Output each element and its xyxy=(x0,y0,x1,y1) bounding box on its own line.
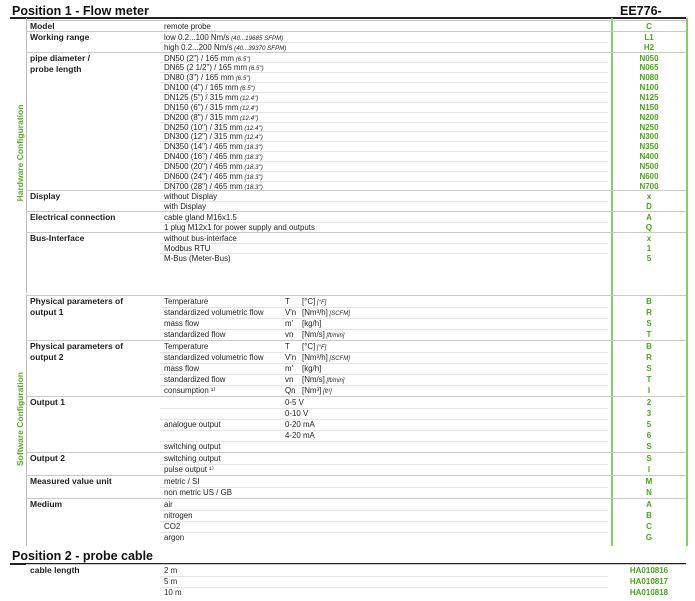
software-section-strip xyxy=(8,294,27,546)
line-separator xyxy=(160,521,608,522)
option-label: DN150 (6") / 315 mm (12.4") xyxy=(164,102,259,112)
option-note: (6.5") xyxy=(233,75,251,83)
order-code: 2 xyxy=(646,398,652,407)
order-code: N080 xyxy=(639,73,659,83)
option-label: DN50 (2") / 165 mm (6.5") xyxy=(164,53,251,63)
option-note: (12.4") xyxy=(242,134,263,142)
option-unit: [Nm³/h] [SCFM] xyxy=(302,353,350,362)
option-unit-note: [ft/min] xyxy=(324,378,345,384)
option-label: standardized flow xyxy=(164,330,226,339)
option-label: consumption ¹⁾ xyxy=(164,386,216,395)
option-unit: [°C] [°F] xyxy=(302,342,327,351)
order-code: N065 xyxy=(639,63,659,73)
option-note: (12.4") xyxy=(238,104,259,112)
order-code: N400 xyxy=(639,152,659,162)
line-separator xyxy=(160,532,608,533)
option-label: air xyxy=(164,500,173,509)
order-code: N350 xyxy=(639,142,659,152)
position-2-title: Position 2 - probe cable xyxy=(12,549,153,563)
option-unit: [Nm/s] [ft/min] xyxy=(302,375,345,384)
order-code: Q xyxy=(645,223,653,232)
option-symbol: V'n xyxy=(285,353,297,362)
line-separator xyxy=(160,430,608,431)
line-separator xyxy=(160,201,608,202)
order-code: M xyxy=(645,477,653,486)
line-separator xyxy=(160,385,608,386)
order-code: x xyxy=(646,192,652,202)
order-code: A xyxy=(646,213,652,223)
option-label: standardized volumetric flow xyxy=(164,353,264,362)
order-code: HA010818 xyxy=(629,588,669,597)
position-1-title: Position 1 - Flow meter xyxy=(12,4,149,18)
order-code: 1 xyxy=(646,243,652,253)
order-code: C xyxy=(646,522,652,531)
option-symbol: vn xyxy=(285,330,294,339)
order-code: N200 xyxy=(639,112,659,122)
option-label: standardized flow xyxy=(164,375,226,384)
option-note: (12.4") xyxy=(238,114,259,122)
line-separator xyxy=(160,329,608,330)
order-code: 5 xyxy=(646,420,652,429)
option-label: Modbus RTU xyxy=(164,243,211,253)
option-unit: 0-20 mA xyxy=(285,420,315,429)
parameter-name: Output 2 xyxy=(30,453,65,463)
order-code: N100 xyxy=(639,83,659,93)
line-separator xyxy=(160,576,608,577)
order-code: N700 xyxy=(639,181,659,191)
order-code: T xyxy=(646,375,652,384)
order-code: x xyxy=(646,233,652,243)
option-note: (6.5") xyxy=(233,55,251,63)
option-label: remote probe xyxy=(164,22,211,31)
option-label: standardized volumetric flow xyxy=(164,308,264,317)
order-code: D xyxy=(646,202,652,212)
option-label: without Display xyxy=(164,192,218,202)
option-label: M-Bus (Meter-Bus) xyxy=(164,253,231,263)
parameter-name: Output 1 xyxy=(30,397,65,407)
parameter-name: cable length xyxy=(30,565,80,575)
option-note: (40...19685 SFPM) xyxy=(229,34,284,42)
line-separator xyxy=(160,419,608,420)
option-label: CO2 xyxy=(164,522,181,531)
option-unit-note: [ft/min] xyxy=(324,333,345,339)
option-unit: 0-10 V xyxy=(285,409,309,418)
order-code: N300 xyxy=(639,132,659,142)
option-label: with Display xyxy=(164,202,207,212)
parameter-name: Working range xyxy=(30,31,90,42)
order-code: 5 xyxy=(646,253,652,263)
option-note: (12.4") xyxy=(242,124,263,132)
line-separator xyxy=(160,374,608,375)
order-code: HA010817 xyxy=(629,577,669,586)
order-code: G xyxy=(645,533,653,542)
option-unit-note: [°F] xyxy=(315,300,327,306)
order-code: L1 xyxy=(644,32,654,42)
option-note: (18.3") xyxy=(242,173,263,181)
software-section-label: Software Configuration xyxy=(15,372,25,466)
option-unit: 0-5 V xyxy=(285,398,304,407)
line-separator xyxy=(160,464,608,465)
parameter-name: Measured value unit xyxy=(30,476,112,486)
line-separator xyxy=(160,408,608,409)
line-separator xyxy=(160,318,608,319)
option-label: DN250 (10") / 315 mm (12.4") xyxy=(164,122,263,132)
order-code: R xyxy=(646,308,652,317)
option-label: argon xyxy=(164,533,185,542)
parameter-name: Display xyxy=(30,191,61,202)
option-label: mass flow xyxy=(164,364,200,373)
option-label: 1 plug M12x1 for power supply and outputs xyxy=(164,223,315,232)
option-note: (12.4") xyxy=(238,94,259,102)
order-code: N125 xyxy=(639,92,659,102)
option-unit: [Nm³/h] [SCFM] xyxy=(302,308,350,317)
parameter-name: Physical parameters of output 1 xyxy=(30,296,124,317)
option-label: DN700 (28") / 465 mm (18.3") xyxy=(164,181,263,191)
hardware-section-label: Hardware Configuration xyxy=(15,104,25,202)
option-symbol: T xyxy=(285,342,290,351)
option-symbol: T xyxy=(285,297,290,306)
option-label: metric / SI xyxy=(164,477,200,486)
option-note: (18.3") xyxy=(242,183,263,191)
option-unit: [Nm/s] [ft/min] xyxy=(302,330,345,339)
line-separator xyxy=(160,510,608,511)
order-code: S xyxy=(646,442,652,451)
option-symbol: vn xyxy=(285,375,294,384)
option-unit: 4-20 mA xyxy=(285,431,315,440)
option-label: DN400 (16") / 465 mm (18.3") xyxy=(164,152,263,162)
order-code: HA010816 xyxy=(629,566,669,575)
option-unit-note: [SCFM] xyxy=(327,311,350,317)
order-code: R xyxy=(646,353,652,362)
option-unit-note: [ft³] xyxy=(321,389,332,395)
option-unit-note: [SCFM] xyxy=(327,356,350,362)
order-code: I xyxy=(647,465,651,474)
option-note: (18.3") xyxy=(242,163,263,171)
line-separator xyxy=(160,243,608,244)
option-note: (18.3") xyxy=(242,154,263,162)
option-note: (6.5") xyxy=(238,85,255,93)
option-label: switching output xyxy=(164,454,221,463)
option-label: DN100 (4") / 165 mm (6.5") xyxy=(164,83,255,93)
code-column-right-bar xyxy=(686,18,688,546)
parameter-name: Medium xyxy=(30,499,63,509)
option-label: DN200 (8") / 315 mm (12.4") xyxy=(164,112,259,122)
order-code: I xyxy=(647,386,651,395)
option-note: (18.3") xyxy=(242,144,263,152)
option-label: 2 m xyxy=(164,566,178,575)
order-code: C xyxy=(646,22,652,31)
option-label: switching output xyxy=(164,442,221,451)
option-note: (40...39370 SFPM) xyxy=(232,44,287,52)
option-note: (6.5") xyxy=(247,65,264,73)
option-symbol: V'n xyxy=(285,308,297,317)
option-label: 10 m xyxy=(164,588,182,597)
option-label: DN80 (3") / 165 mm (6.5") xyxy=(164,73,251,83)
order-code: A xyxy=(646,500,652,509)
parameter-name: Bus-Interface xyxy=(30,232,85,243)
hardware-section-strip xyxy=(8,18,27,293)
order-code-header: EE776- xyxy=(620,4,662,18)
option-label: DN125 (5") / 315 mm (12.4") xyxy=(164,92,259,102)
option-label: nitrogen xyxy=(164,511,193,520)
position-1-divider xyxy=(10,17,686,19)
option-unit: [kg/h] xyxy=(302,364,322,373)
order-code: S xyxy=(646,454,652,463)
option-label: mass flow xyxy=(164,319,200,328)
parameter-name: Physical parameters of output 2 xyxy=(30,341,124,362)
option-label: analogue output xyxy=(164,420,221,429)
option-label: DN500 (20") / 465 mm (18.3") xyxy=(164,161,263,171)
option-unit: [°C] [°F] xyxy=(302,297,327,306)
order-code: N250 xyxy=(639,122,659,132)
order-code: N050 xyxy=(639,53,659,63)
order-code: 3 xyxy=(646,409,652,418)
option-label: DN300 (12") / 315 mm (12.4") xyxy=(164,132,263,142)
option-label: low 0.2...100 Nm/s (40...19685 SFPM) xyxy=(164,32,284,42)
order-code: T xyxy=(646,330,652,339)
option-label: Temperature xyxy=(164,342,209,351)
order-code: B xyxy=(646,342,652,351)
parameter-name: pipe diameter / probe length xyxy=(30,52,90,74)
order-code: N600 xyxy=(639,171,659,181)
option-unit: [Nm³] [ft³] xyxy=(302,386,332,395)
parameter-name: Electrical connection xyxy=(30,212,116,223)
line-separator xyxy=(160,441,608,442)
option-label: without bus-interface xyxy=(164,233,237,243)
option-unit-note: [°F] xyxy=(315,345,327,351)
order-code: S xyxy=(646,319,652,328)
option-label: DN350 (14") / 465 mm (18.3") xyxy=(164,142,263,152)
order-code: N500 xyxy=(639,161,659,171)
line-separator xyxy=(160,587,608,588)
order-code: B xyxy=(646,297,652,306)
option-label: cable gland M16x1.5 xyxy=(164,213,237,223)
option-symbol: m' xyxy=(285,319,294,328)
option-label: Temperature xyxy=(164,297,209,306)
order-code: 6 xyxy=(646,431,652,440)
option-label: non metric US / GB xyxy=(164,488,232,497)
line-separator xyxy=(160,363,608,364)
order-code: H2 xyxy=(643,42,655,52)
option-label: pulse output ¹⁾ xyxy=(164,465,214,474)
order-code: S xyxy=(646,364,652,373)
option-label: DN600 (24") / 465 mm (18.3") xyxy=(164,171,263,181)
option-symbol: m' xyxy=(285,364,294,373)
option-unit: [kg/h] xyxy=(302,319,322,328)
order-code: B xyxy=(646,511,652,520)
option-label: 5 m xyxy=(164,577,178,586)
option-label: high 0.2...200 Nm/s (40...39370 SFPM) xyxy=(164,42,287,52)
order-code: N150 xyxy=(639,102,659,112)
option-label: DN65 (2 1/2") / 165 mm (6.5") xyxy=(164,63,264,73)
option-symbol: Qn xyxy=(285,386,296,395)
order-code: N xyxy=(646,488,652,497)
parameter-name: Model xyxy=(30,21,55,31)
